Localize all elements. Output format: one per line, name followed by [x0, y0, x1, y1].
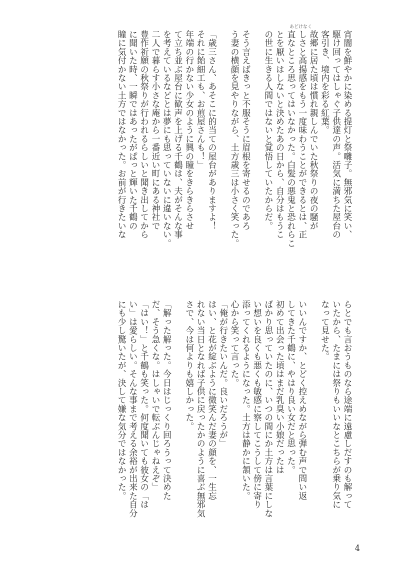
- text-line: い」は愛らしい。そんな事まで考える余裕が出来た自分: [127, 300, 138, 518]
- text-line: 故郷に居た頃は慣れ親しんでいた秋祭りの夜の騒が: [308, 30, 319, 231]
- text-line: 駆け回ってはしゃぐ子供達の声。活気に満ちた屋台の: [330, 30, 341, 239]
- text-line: らとでも言おうものなら途端に遠慮しだすのも解って: [342, 300, 352, 509]
- text-line: 宵闇を鮮やかに染める提灯と祭囃子。無邪気に笑い、: [342, 30, 352, 239]
- text-line: 「解った解った。今日はじっくり回ろうって決めた: [161, 300, 172, 501]
- text-line: [307, 300, 318, 540]
- text-line: してきた千鶴に、やはり良い女だと思った。: [285, 300, 296, 474]
- page-number: 4: [354, 544, 360, 553]
- text-line: 「俺が行きたいんだ。良いだろうが」: [217, 300, 228, 448]
- text-line: 二人で暮らす小さな庵から一番近い町にある神社で: [149, 30, 160, 231]
- text-line: それに飴細工も、お煎屋さんも！」: [195, 30, 206, 170]
- text-line: 添ってくれるようになった。土方は静かに頷いた。: [240, 300, 251, 501]
- text-line: とを厭いはしないと決めたあの日から、自分はもうこ: [274, 30, 285, 239]
- text-line: ばかり思っていたのに、いつの間にか土方は言葉にしな: [262, 300, 273, 518]
- text-line: にも少し驚いたが、決して嫌な気分ではなかった。: [116, 300, 127, 501]
- text-line: しさと高揚感をもう一度味わうことができるとは、正: [296, 30, 307, 239]
- text-line: [250, 30, 261, 260]
- text-line: [216, 30, 227, 260]
- text-line: の世に生きる人間ではないと覚悟していたからだ。: [262, 30, 273, 231]
- text-line: 初めて出会った頃はまだ乳臭い小娘だったは: [274, 300, 285, 474]
- text-line: 心から笑って言った。: [229, 300, 240, 387]
- text-line: い想いを良くも悪くも敏感に察してこうして傍に寄り: [251, 300, 262, 509]
- text-line: う妻の横顔を見やりながら、土方歳三は小さく笑った。: [229, 30, 240, 248]
- upper-text-block: [32, 30, 352, 260]
- text-line: [171, 300, 182, 540]
- text-line: て立ち並ぶ屋台に歓声を上げる千鶴は、夫がそんな事: [172, 30, 183, 239]
- text-line: 「はい！」と千鶴も笑った。何度聞いても彼女の「は: [138, 300, 149, 509]
- text-line: そう言えばきっと不服そうに眉根を寄せるのであろ: [240, 30, 251, 231]
- text-line: れない当日となれば子供に戻ったかのように喜ぶ無邪気: [195, 300, 206, 518]
- text-line: 「歳三さん、あそこに的当ての屋台がありますよ！: [206, 30, 217, 231]
- text-line: なって見せた。: [319, 300, 330, 361]
- text-line: に聞いた時、一瞬ではあったがぱっと輝いた千鶴の: [127, 30, 138, 231]
- text-line: いいんですか、とどく控えめながら弾む声で問い返: [296, 300, 307, 501]
- text-line: を考えているなどとは夢にも思っていないに違いない。: [161, 30, 172, 248]
- text-line: 豊作祈願の秋祭りが行われるらしいと聞き出してから: [138, 30, 149, 239]
- text-line: だ、そう急くな。はしゃいで転ぶんじゃねえぞ」: [149, 300, 160, 492]
- text-line: 年端の行かない少女のように興の瞳をきらきらさせ: [183, 30, 194, 231]
- text-line: さで、今は何よりも嬉しかった。: [183, 300, 194, 431]
- text-line: はい、と花が綻ぶように微笑んだ妻の顔を、一生忘: [206, 300, 217, 501]
- lower-text-block: [32, 300, 352, 540]
- text-line: 瞳に気付かない土方ではなかった。お前が行きたいな: [116, 30, 127, 239]
- ruby-annotation: あどけなく: [289, 25, 312, 30]
- text-line: 直なところ思ってはいなかった。白髪の悪鬼と恐れらこ: [285, 30, 296, 248]
- text-line: いたから、たまには祭りもいいなとこちらが乗り気に: [330, 300, 341, 509]
- text-line: 客引き、境内を彩る紅葉。: [319, 30, 330, 135]
